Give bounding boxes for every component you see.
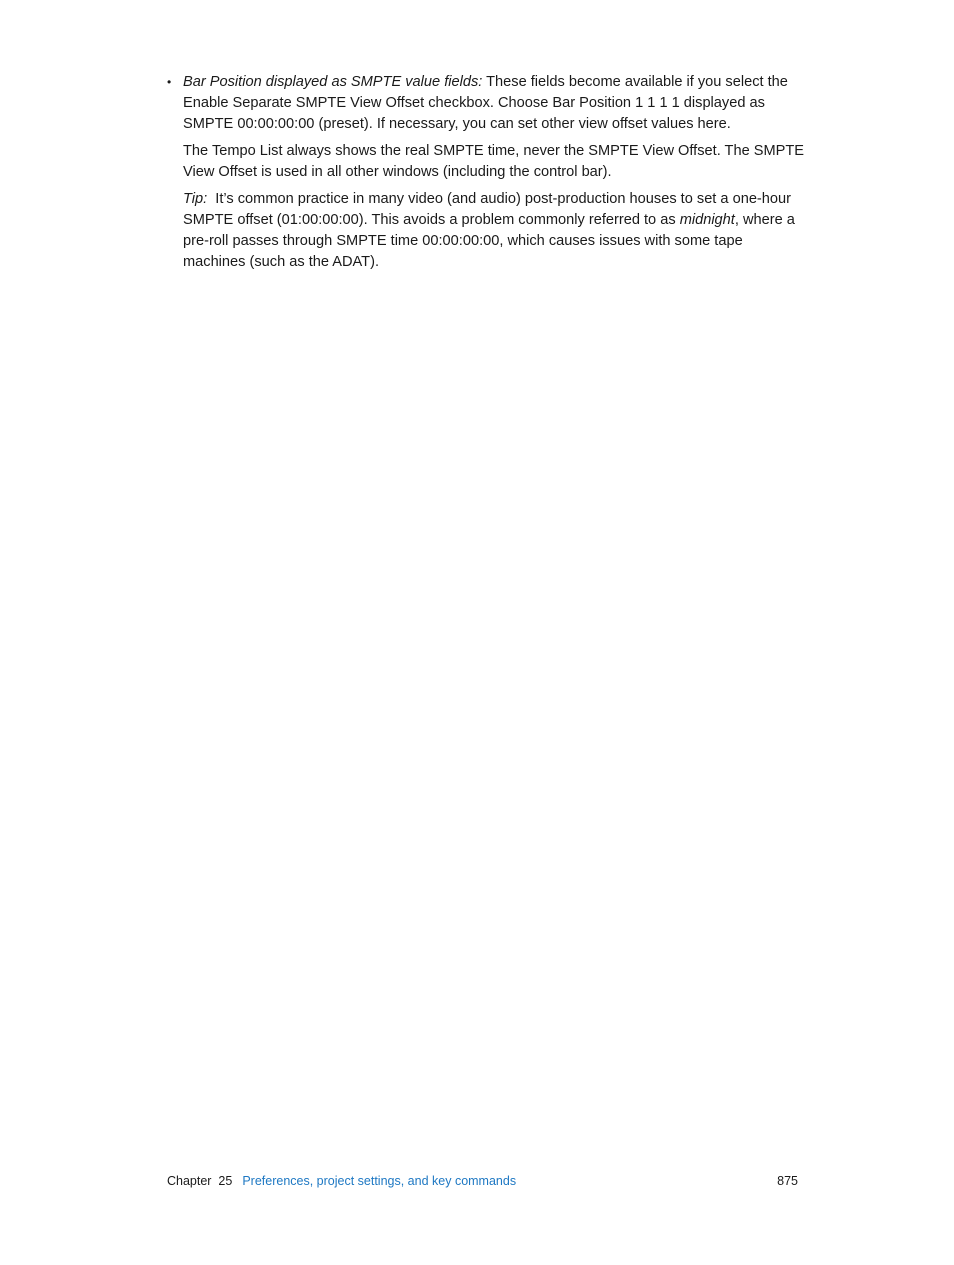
bullet-text: These fields become available if you select the Enable Separate SMPTE View Offset checkbox. Choose Bar Position 1 1 1 1 displayed as SMPTE 00:00:00:00 (preset). If necessary, you can set other view offset values here. xyxy=(183,74,788,132)
tip-paragraph xyxy=(183,189,805,273)
page-footer xyxy=(167,1172,798,1190)
tip-label: Tip: xyxy=(183,191,208,207)
chapter-title-link[interactable]: Preferences, project settings, and key commands xyxy=(242,1174,517,1188)
tip-text-after: , where a pre-roll passes through SMPTE time 00:00:00:00, which causes issues with some tape machines (such as the ADAT). xyxy=(183,212,795,270)
page-number: 875 xyxy=(777,1174,798,1188)
bullet-item xyxy=(167,72,805,135)
tip-text-before: It’s common practice in many video (and audio) post-production houses to set a one-hour SMPTE offset (01:00:00:00). This avoids a problem commonly referred to as xyxy=(183,191,796,228)
tip-emphasis: midnight xyxy=(679,212,735,228)
chapter-label: Chapter 25 xyxy=(167,1174,233,1188)
bullet-lead-in: Bar Position displayed as SMPTE value fields: xyxy=(183,74,483,90)
page-body xyxy=(167,72,805,279)
body-paragraph: The Tempo List always shows the real SMPTE time, never the SMPTE View Offset. The SMPTE View Offset is used in all other windows (including the control bar). xyxy=(183,143,805,180)
bullet-mark: • xyxy=(167,75,172,89)
